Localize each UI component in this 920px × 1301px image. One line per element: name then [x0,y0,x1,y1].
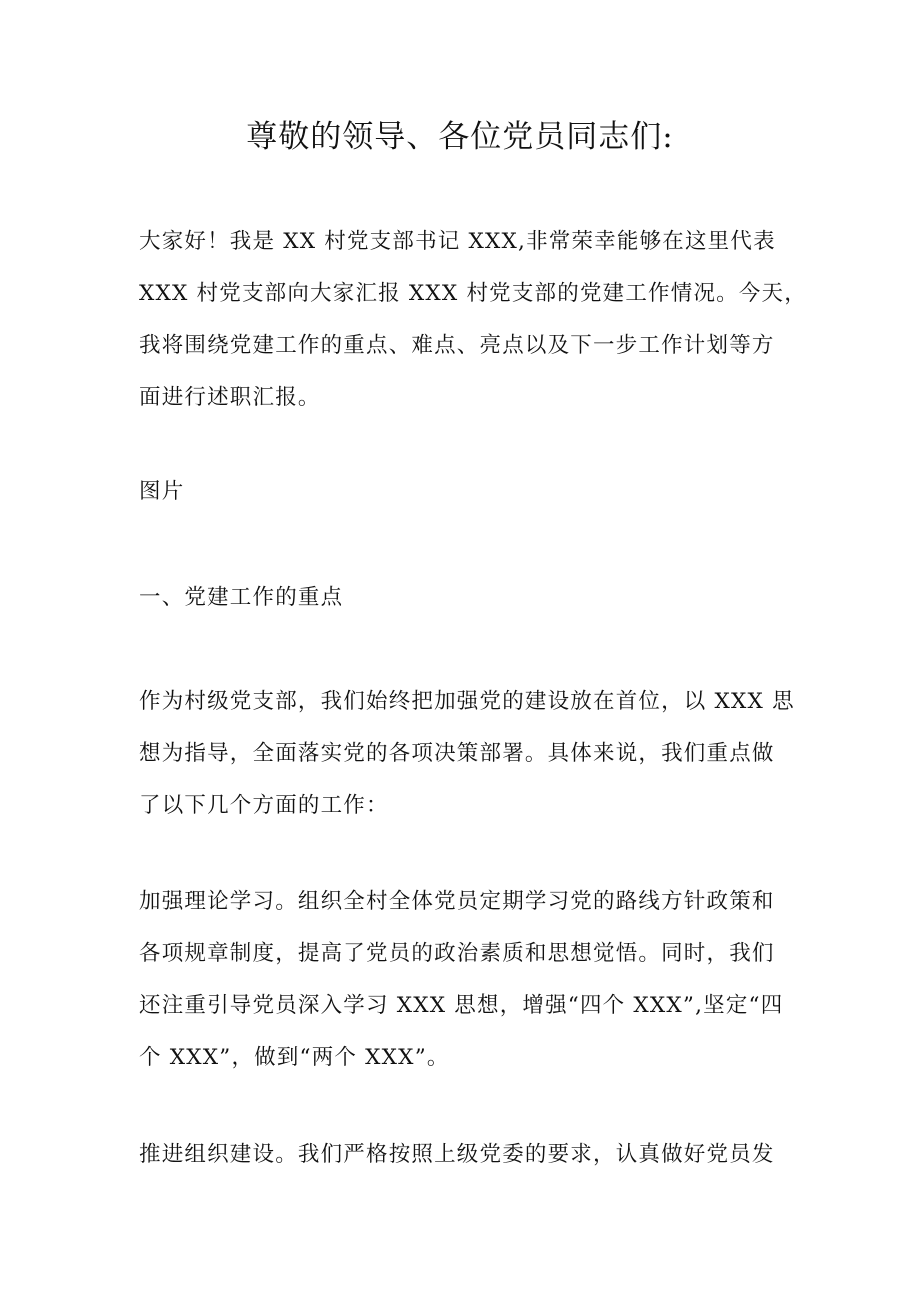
organization-building-paragraph [139,1129,785,1181]
document-title: 尊敬的领导、各位党员同志们: [246,119,674,155]
section-1-body [139,676,795,832]
section-1-heading-text: 一、党建工作的重点 [139,585,344,610]
theory-study-line-3: 还注重引导党员深入学习 XXX 思想，增强“四个 XXX”,坚定“四 [139,993,784,1018]
section-1-line-1: 作为村级党支部，我们始终把加强党的建设放在首位，以 XXX 思 [139,689,795,714]
intro-line-2: XXX 村党支部向大家汇报 XXX 村党支部的党建工作情况。今天， [139,281,807,306]
organization-building-line-1: 推进组织建设。我们严格按照上级党委的要求，认真做好党员发 [139,1142,775,1167]
intro-line-4: 面进行述职汇报。 [139,385,321,410]
theory-study-paragraph [139,876,785,1084]
intro-paragraph [139,216,807,424]
intro-line-1: 大家好！我是 XX 村党支部书记 XXX,非常荣幸能够在这里代表 [139,229,776,254]
section-1-heading [139,572,785,624]
section-1-line-2: 想为指导，全面落实党的各项决策部署。具体来说，我们重点做 [139,741,775,766]
section-1-line-3: 了以下几个方面的工作： [139,793,389,818]
theory-study-line-4: 个 XXX”，做到“两个 XXX”。 [139,1045,450,1070]
theory-study-line-2: 各项规章制度，提高了党员的政治素质和思想觉悟。同时，我们 [139,941,775,966]
theory-study-line-1: 加强理论学习。组织全村全体党员定期学习党的路线方针政策和 [139,889,775,914]
image-placeholder-label: 图片 [139,479,185,504]
image-placeholder-text [139,466,785,518]
intro-line-3: 我将围绕党建工作的重点、难点、亮点以及下一步工作计划等方 [139,333,775,358]
